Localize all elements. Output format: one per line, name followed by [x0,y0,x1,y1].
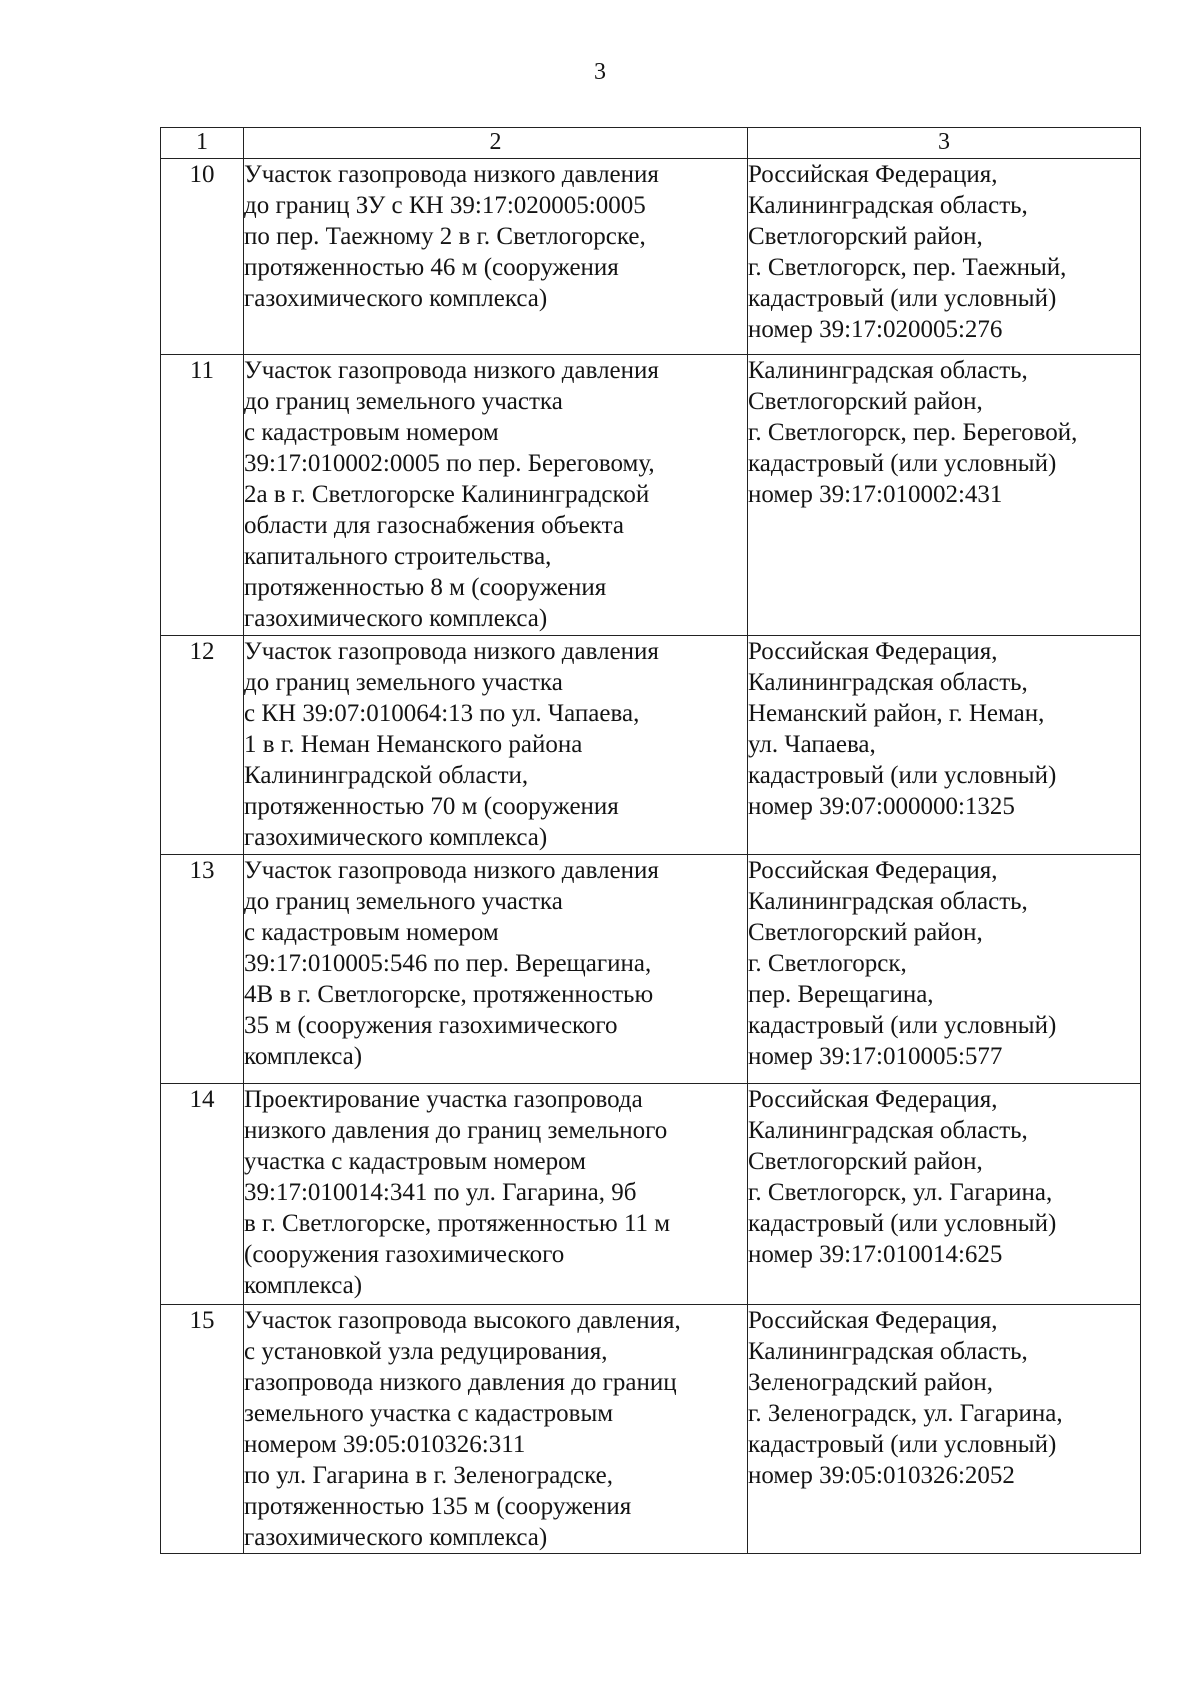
page-number: 3 [594,59,606,85]
object-address [748,355,1141,636]
description-line: газопровода низкого давления до границ [244,1369,677,1396]
description-line: до границ земельного участка [244,888,563,915]
description-line: 1 в г. Неман Неманского района [244,731,583,758]
table-row [161,1305,1141,1554]
description-line: газохимического комплекса) [244,285,548,312]
address-line: номер 39:05:010326:2052 [748,1462,1015,1489]
column-header-3: 3 [748,128,1141,159]
address-line: кадастровый (или условный) [748,1210,1057,1237]
address-line: г. Светлогорск, пер. Береговой, [748,419,1078,446]
address-line: Калининградская область, [748,888,1028,915]
address-line: пер. Верещагина, [748,981,934,1008]
object-description [244,355,748,636]
description-line: газохимического комплекса) [244,605,548,632]
description-line: с кадастровым номером [244,419,499,446]
description-line: Проектирование участка газопровода [244,1086,643,1113]
description-line: с установкой узла редуцирования, [244,1338,608,1365]
address-line: кадастровый (или условный) [748,762,1057,789]
table-row [161,855,1141,1084]
description-line: протяженностью 46 м (сооружения [244,254,619,281]
description-line: до границ земельного участка [244,388,563,415]
description-line: 39:17:010014:341 по ул. Гагарина, 9б [244,1179,637,1206]
description-line: капитального строительства, [244,543,552,570]
description-line: до границ земельного участка [244,669,563,696]
address-line: Зеленоградский район, [748,1369,993,1396]
address-line: кадастровый (или условный) [748,1431,1057,1458]
description-line: низкого давления до границ земельного [244,1117,668,1144]
address-line: Калининградская область, [748,669,1028,696]
address-line: Неманский район, г. Неман, [748,700,1045,727]
row-number: 13 [161,855,244,1084]
row-number: 14 [161,1084,244,1305]
object-address [748,1305,1141,1554]
address-line: Калининградская область, [748,1117,1028,1144]
description-line: 39:17:010005:546 по пер. Верещагина, [244,950,652,977]
object-description [244,855,748,1084]
table-row [161,355,1141,636]
address-line: кадастровый (или условный) [748,285,1057,312]
description-line: в г. Светлогорске, протяженностью 11 м [244,1210,671,1237]
address-line: Светлогорский район, [748,388,983,415]
description-line: с КН 39:07:010064:13 по ул. Чапаева, [244,700,640,727]
address-line: Светлогорский район, [748,919,983,946]
description-line: Участок газопровода низкого давления [244,638,659,665]
description-line: 4В в г. Светлогорске, протяженностью [244,981,654,1008]
address-line: Российская Федерация, [748,161,998,188]
table-row [161,636,1141,855]
description-line: (сооружения газохимического [244,1241,565,1268]
address-line: г. Светлогорск, ул. Гагарина, [748,1179,1053,1206]
description-line: по пер. Таежному 2 в г. Светлогорске, [244,223,646,250]
object-address [748,159,1141,355]
address-line: номер 39:07:000000:1325 [748,793,1015,820]
description-line: Участок газопровода низкого давления [244,857,659,884]
row-number: 15 [161,1305,244,1554]
description-line: 2а в г. Светлогорске Калининградской [244,481,650,508]
description-line: протяженностью 70 м (сооружения [244,793,619,820]
object-address [748,1084,1141,1305]
address-line: г. Светлогорск, пер. Таежный, [748,254,1067,281]
address-line: Российская Федерация, [748,638,998,665]
column-header-2: 2 [244,128,748,159]
description-line: участка с кадастровым номером [244,1148,586,1175]
address-line: кадастровый (или условный) [748,1012,1057,1039]
address-line: номер 39:17:010002:431 [748,481,1003,508]
object-address [748,636,1141,855]
address-line: Калининградская область, [748,192,1028,219]
address-line: номер 39:17:010014:625 [748,1241,1003,1268]
table-header-row [161,128,1141,159]
description-line: протяженностью 135 м (сооружения [244,1493,632,1520]
description-line: области для газоснабжения объекта [244,512,624,539]
description-line: комплекса) [244,1043,363,1070]
description-line: Калининградской области, [244,762,529,789]
table-row [161,159,1141,355]
description-line: комплекса) [244,1272,363,1299]
description-line: протяженностью 8 м (сооружения [244,574,607,601]
address-line: Калининградская область, [748,357,1028,384]
description-line: газохимического комплекса) [244,1524,548,1551]
table-row [161,1084,1141,1305]
description-line: Участок газопровода низкого давления [244,357,659,384]
address-line: г. Светлогорск, [748,950,907,977]
address-line: кадастровый (или условный) [748,450,1057,477]
object-address [748,855,1141,1084]
address-line: номер 39:17:010005:577 [748,1043,1003,1070]
row-number: 10 [161,159,244,355]
address-line: ул. Чапаева, [748,731,876,758]
description-line: газохимического комплекса) [244,824,548,851]
description-line: с кадастровым номером [244,919,499,946]
column-header-1: 1 [161,128,244,159]
address-line: Российская Федерация, [748,1307,998,1334]
address-line: Светлогорский район, [748,223,983,250]
row-number: 12 [161,636,244,855]
description-line: земельного участка с кадастровым [244,1400,614,1427]
description-line: Участок газопровода низкого давления [244,161,659,188]
address-line: Российская Федерация, [748,857,998,884]
description-line: 35 м (сооружения газохимического [244,1012,618,1039]
object-description [244,636,748,855]
row-number: 11 [161,355,244,636]
address-line: номер 39:17:020005:276 [748,316,1003,343]
description-line: по ул. Гагарина в г. Зеленоградске, [244,1462,613,1489]
description-line: 39:17:010002:0005 по пер. Береговому, [244,450,655,477]
object-description [244,1305,748,1554]
description-line: до границ ЗУ с КН 39:17:020005:0005 [244,192,646,219]
object-description [244,159,748,355]
address-line: Светлогорский район, [748,1148,983,1175]
address-line: Российская Федерация, [748,1086,998,1113]
address-line: Калининградская область, [748,1338,1028,1365]
address-line: г. Зеленоградск, ул. Гагарина, [748,1400,1063,1427]
object-description [244,1084,748,1305]
description-line: Участок газопровода высокого давления, [244,1307,681,1334]
objects-table [160,127,1141,1554]
description-line: номером 39:05:010326:311 [244,1431,526,1458]
